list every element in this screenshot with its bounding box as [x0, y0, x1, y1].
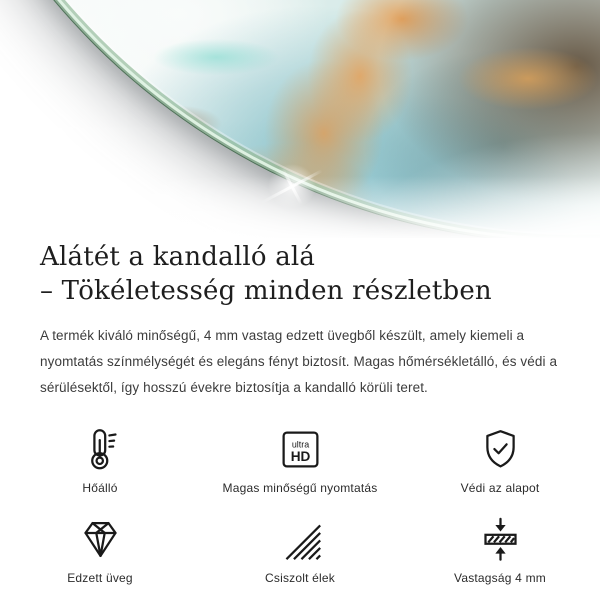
features-grid: [0, 427, 600, 585]
thermometer-icon: [78, 427, 123, 472]
ultra-hd-icon-text-bottom: HD: [290, 449, 310, 465]
page-title-line1: Alátét a kandalló alá: [40, 242, 316, 272]
polished-edge-icon: [278, 517, 323, 562]
feature-polished-edges: [200, 517, 400, 585]
product-description: A termék kiváló minőségű, 4 mm vastag edzett üvegből készült, amely kiemeli a nyomtatás színmélységét és elegáns fényt biztosít. Magas hőmérsékletálló, és védi a sérülésektől, így hosszú évekre biztosítja a kandalló körüli teret.: [40, 328, 558, 395]
shield-check-icon: [478, 427, 523, 472]
product-text-block: [0, 240, 600, 401]
ultra-hd-icon-text-top: ultra: [291, 439, 309, 450]
feature-label: Vastagság 4 mm: [454, 571, 546, 585]
page-title-line2: – Tökéletesség minden részletben: [40, 276, 492, 306]
diamond-icon: [78, 517, 123, 562]
ultra-hd-icon: [278, 427, 323, 472]
thickness-icon: [478, 517, 523, 562]
feature-label: Hőálló: [82, 481, 118, 495]
feature-label: Védi az alapot: [460, 481, 540, 495]
feature-thickness-4mm: [400, 517, 600, 585]
feature-label: Csiszolt élek: [265, 571, 335, 585]
feature-heat-resistant: [0, 427, 200, 495]
feature-protects-base: [400, 427, 600, 495]
feature-ultra-hd-print: [200, 427, 400, 495]
feature-tempered-glass: [0, 517, 200, 585]
feature-label: Magas minőségű nyomtatás: [222, 481, 378, 495]
feature-label: Edzett üveg: [67, 571, 133, 585]
product-image: [0, 0, 600, 238]
page-title: [40, 240, 560, 308]
